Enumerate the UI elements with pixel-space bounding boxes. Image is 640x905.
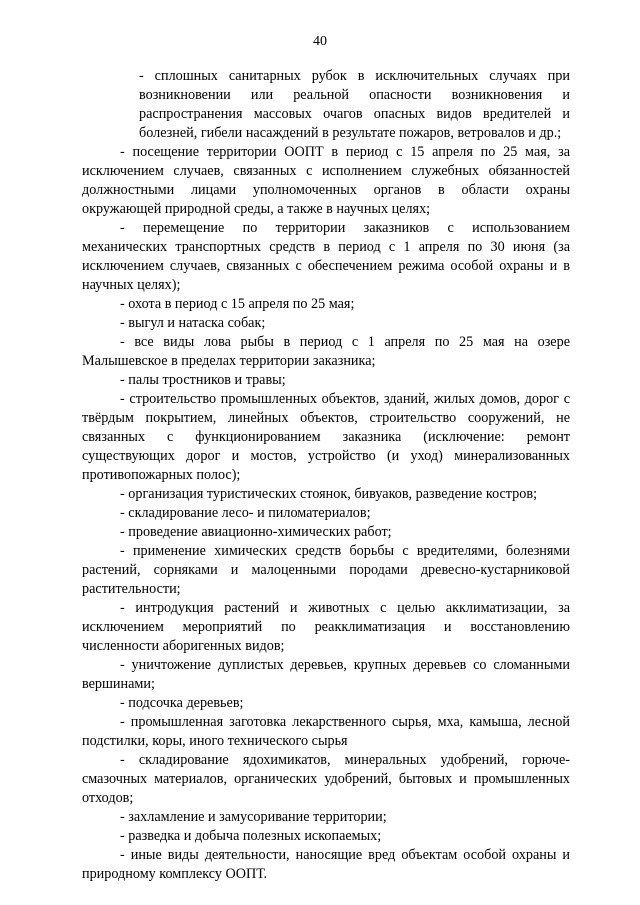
list-item-mining: - разведка и добыча полезных ископаемых; bbox=[120, 828, 382, 844]
list-item-other: - иные виды деятельности, наносящие вред объектам особой охраны и природному комплексу ООПТ. bbox=[82, 847, 570, 882]
list-item-tree-destruction: - уничтожение дуплистых деревьев, крупных деревьев со сломанными вершинами; bbox=[82, 657, 570, 692]
list-item-pesticide-storage: - складирование ядохимикатов, минеральных удобрений, горюче-смазочных материалов, органических удобрений, бытовых и промышленных отходов; bbox=[82, 752, 570, 806]
list-item-littering: - захламление и замусоривание территории; bbox=[120, 809, 387, 825]
list-item-chemicals: - применение химических средств борьбы с вредителями, болезнями растений, сорняками и малоценными породами древесно-кустарниковой растительности; bbox=[82, 543, 570, 597]
prohibited-activities-list bbox=[82, 67, 570, 884]
list-item-camping: - организация туристических стоянок, бивуаков, разведение костров; bbox=[120, 486, 538, 502]
list-item-sanitary-felling: - сплошных санитарных рубок в исключительных случаях при возникновении или реальной опасности возникновения и распространения массовых очагов опасных видов вредителей и болезней, гибели насаждений в результате пожаров, ветровалов и др.; bbox=[139, 68, 570, 141]
list-item-visiting: - посещение территории ООПТ в период с 15 апреля по 25 мая, за исключением случаев, связанных с исполнением служебных обязанностей должностными лицами уполномоченных органов в области охраны окружающей природной среды, а также в научных целях; bbox=[82, 144, 570, 217]
list-item-fishing: - все виды лова рыбы в период с 1 апреля по 25 мая на озере Малышевское в пределах территории заказника; bbox=[82, 334, 570, 369]
list-item-vehicles: - перемещение по территории заказников с использованием механических транспортных средств в период с 1 апреля по 30 июня (за исключением случаев, связанных с обеспечением режима особой охраны и в научных целях); bbox=[82, 220, 570, 293]
list-item-introduction: - интродукция растений и животных с целью акклиматизации, за исключением мероприятий по реакклиматизация и восстановлению численности аборигенных видов; bbox=[82, 600, 570, 654]
list-item-hunting: - охота в период с 15 апреля по 25 мая; bbox=[120, 296, 355, 312]
list-item-timber-storage: - складирование лесо- и пиломатериалов; bbox=[120, 505, 371, 521]
list-item-construction: - строительство промышленных объектов, зданий, жилых домов, дорог с твёрдым покрытием, линейных объектов, строительство сооружений, не связанных с функционированием заказника (исключение: ремонт существующих дорог и мостов, устройство (и уход) минерализованных противопожарных полос); bbox=[82, 391, 570, 483]
list-item-burning: - палы тростников и травы; bbox=[120, 372, 286, 388]
list-item-dogs: - выгул и натаска собак; bbox=[120, 315, 266, 331]
list-item-tapping: - подсочка деревьев; bbox=[120, 695, 244, 711]
list-item-harvesting: - промышленная заготовка лекарственного сырья, мха, камыша, лесной подстилки, коры, иного технического сырья bbox=[82, 714, 570, 749]
list-item-aviation-chemical: - проведение авиационно-химических работ; bbox=[120, 524, 392, 540]
page-number: 40 bbox=[313, 34, 327, 49]
